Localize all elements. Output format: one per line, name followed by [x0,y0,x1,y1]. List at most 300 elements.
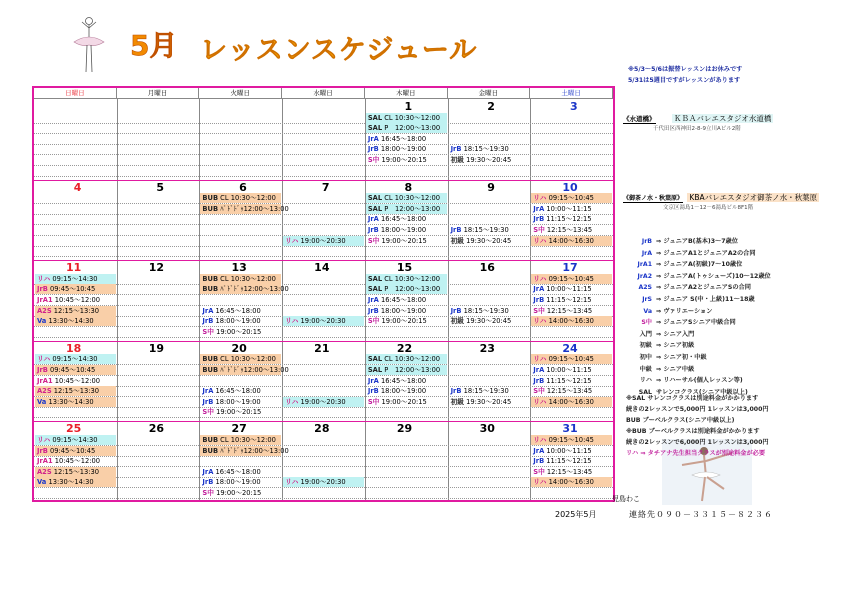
legend-desc: ⇒ シニア入門 [656,330,695,338]
lesson-class-code: JrB [450,145,462,154]
lesson-slot [531,295,612,305]
lesson-time: 19:00～20:30 [298,236,346,245]
lesson-class-code: SAL [367,365,383,374]
slot-line [34,337,613,338]
slot-line [34,214,613,215]
lesson-slot [200,435,281,445]
lesson-time: 16:45～18:00 [213,306,261,315]
weekday-header: 火曜日 [199,88,282,99]
lesson-slot [531,193,612,203]
lesson-time: 10:45～12:00 [52,376,100,385]
lesson-class-code: SAL [367,194,383,203]
lesson-time: CL 10:30～12:00 [218,274,276,283]
lesson-time: 09:15～10:45 [546,194,594,203]
day-number: 30 [479,422,495,436]
lesson-time: 09:15～10:45 [546,355,594,364]
lesson-class-code: SAL [367,204,383,213]
day-number: 13 [231,261,247,275]
lesson-class-code: JrA [533,204,545,213]
lesson-time: 11:15～12:15 [544,295,592,304]
lesson-time: 19:00～20:15 [379,397,427,406]
lesson-class-code: リハ [285,397,299,406]
lesson-slot [366,155,447,165]
lesson-time: 18:00～19:00 [213,317,261,326]
lesson-time: 12:15～13:30 [51,387,100,396]
lesson-slot [35,386,116,396]
legend-key: JrS [642,296,652,303]
lesson-time: ﾊﾟﾄﾞﾄﾞｩ12:00～13:00 [218,446,289,455]
lesson-class-code: JrA [533,365,545,374]
lesson-time: 12:15～13:30 [51,467,100,476]
lesson-class-code: JrB [367,306,379,315]
legend-item [626,375,743,384]
lesson-class-code: JrA [202,387,214,396]
lesson-time: CL 10:30～12:00 [218,194,276,203]
slot-line [34,445,613,446]
lesson-slot [35,316,116,326]
lesson-time: 09:45～10:45 [47,365,96,374]
lesson-time: 12:15～13:45 [544,467,593,476]
lesson-slot [531,316,612,326]
slot-line [34,246,613,247]
lesson-time: 09:15～14:30 [50,274,98,283]
day-number: 2 [487,100,495,113]
contact-phone: 連絡先０９０－３３１５－８２３６ [629,510,773,519]
lesson-class-code: JrA [367,215,379,224]
slot-line [34,456,613,457]
lesson-slot [531,397,612,407]
day-number: 18 [66,341,82,355]
lesson-time: 09:45～10:45 [47,285,96,294]
lesson-class-code: JrB [450,225,462,234]
lesson-slot [35,397,116,407]
slot-line [34,364,613,365]
lesson-slot [366,295,447,305]
lesson-slot [366,193,447,203]
lesson-time: 14:00～16:30 [546,236,594,245]
fee-note: 続きの2レッスンで5,000円 1レッスンは3,000円 [626,406,769,413]
legend-key: A2S [638,284,652,292]
lesson-slot [366,123,447,133]
slot-line [34,294,613,295]
lesson-time: CL 10:30～12:00 [382,355,440,364]
lesson-time: 11:15～12:15 [544,457,592,466]
lesson-slot [366,134,447,144]
lesson-time: CL 10:30～12:00 [382,113,440,122]
lesson-slot [366,397,447,407]
lesson-slot [366,236,447,246]
lesson-class-code: S中 [533,467,545,476]
slot-line [34,133,613,134]
day-number: 1 [404,100,413,113]
legend-key: Va [643,307,652,315]
lesson-time: 18:15～19:30 [461,225,509,234]
fee-note: リハ ⇒ タチアナ先生担当クラスが別途料金が必要 [626,450,766,457]
lesson-slot [531,456,612,466]
lesson-class-code: S中 [367,155,380,164]
lesson-slot [366,144,447,154]
lesson-class-code: A2S [37,387,52,396]
lesson-slot [35,446,116,456]
lesson-slot [366,386,447,396]
lesson-slot [200,306,281,316]
lesson-class-code: Va [37,397,47,406]
lesson-slot [366,204,447,214]
column-divider [282,99,283,500]
lesson-class-code: リハ [533,274,547,283]
legend-key: JrB [641,238,652,245]
slot-line [34,176,613,177]
lesson-class-code: JrA1 [37,295,53,304]
day-number: 12 [148,261,165,275]
location-name: ＫＢＡバレエスタジオ水道橋 [673,114,772,123]
lesson-time: 19:30～20:45 [463,236,512,245]
lesson-class-code: JrB [367,387,379,396]
lesson-class-code: BUB [202,355,219,364]
lesson-slot [531,274,612,284]
lesson-time: 19:00～20:15 [213,408,262,417]
fee-note: ※BUB ブーベルクラスは別途料金がかかります [626,428,760,435]
lesson-time: 19:00～20:15 [213,327,262,336]
day-number: 22 [396,341,413,355]
lesson-time: P 12:00～13:00 [382,365,441,374]
lesson-time: 18:15～19:30 [461,145,509,154]
lesson-class-code: JrA [202,306,214,315]
lesson-class-code: BUB [202,285,219,294]
lesson-class-code: JrB [367,145,379,154]
lesson-slot [200,274,281,284]
lesson-slot [200,488,281,498]
lesson-time: 12:15～13:45 [544,306,593,315]
lesson-class-code: JrB [202,317,214,326]
legend-item [626,259,742,268]
lesson-slot [283,236,364,246]
legend-desc: ⇒ リハーサル(個人レッスン等) [656,377,743,385]
lesson-time: 11:15～12:15 [544,215,592,224]
lesson-slot [531,284,612,294]
lesson-slot [531,225,612,235]
lesson-time: 16:45～18:00 [378,134,427,143]
slot-line [34,498,613,499]
legend-desc: ⇒ シニア初・中級 [656,354,707,361]
lesson-time: 18:15～19:30 [461,387,509,396]
day-number: 6 [239,180,247,194]
location-address: 千代田区西神田2-8-9立川Aビル2階 [653,126,741,132]
lesson-slot [449,144,530,154]
lesson-time: 18:15～19:30 [461,306,509,315]
lesson-time: 18:00～19:00 [378,225,427,234]
legend-item [626,282,751,291]
lesson-class-code: S中 [202,488,214,497]
lesson-time: 12:15～13:45 [544,225,593,234]
fee-note: ※SAL サレンコクラスは別途料金がかかります [626,395,759,402]
lesson-time: P 12:00～13:00 [382,124,441,133]
lesson-class-code: JrA [367,376,379,385]
lesson-class-code: 初級 [450,236,464,245]
legend-item [626,317,736,326]
lesson-class-code: SAL [367,113,383,122]
lesson-class-code: リハ [533,478,547,487]
legend-item [626,248,756,257]
lesson-slot [35,376,116,386]
lesson-class-code: BUB [202,446,219,455]
lesson-slot [366,284,447,294]
lesson-time: 09:15～10:45 [546,435,594,444]
lesson-class-code: JrB [450,387,462,396]
lesson-slot [449,225,530,235]
lesson-time: 10:00～11:15 [544,365,592,374]
legend-item [626,340,694,349]
lesson-class-code: SAL [367,285,383,294]
lesson-slot [35,477,116,487]
legend-desc: ⇒ シニア初級 [656,342,695,350]
lesson-class-code: JrB [533,376,545,385]
legend-desc: サレンコクラス(シニア中級以上) [656,388,748,396]
lesson-class-code: リハ [533,236,547,245]
lesson-time: 16:45～18:00 [378,376,427,385]
legend-item [626,364,694,373]
lesson-slot [200,365,289,375]
legend-key: SAL [638,388,652,396]
lesson-slot [200,446,289,456]
lesson-time: 12:15～13:30 [51,306,100,315]
lesson-class-code: S中 [367,317,380,326]
lesson-slot [449,306,530,316]
lesson-class-code: Va [37,478,47,487]
lesson-slot [531,376,612,386]
lesson-slot [200,284,289,294]
lesson-slot [449,236,530,246]
legend-item [626,352,707,361]
lesson-slot [35,365,116,375]
weekday-header: 木曜日 [365,88,448,99]
slot-line [34,326,613,327]
lesson-slot [366,274,447,284]
lesson-class-code: リハ [533,397,547,406]
lesson-slot [531,306,612,316]
lesson-class-code: BUB [202,435,219,444]
slot-line [34,165,613,166]
lesson-slot [35,306,116,316]
legend-item [626,306,712,315]
lesson-time: 16:45～18:00 [213,467,261,476]
lesson-time: 18:00～19:00 [213,397,261,406]
lesson-slot [531,236,612,246]
legend-key: JrA1 [637,261,652,269]
lesson-time: 19:30～20:45 [463,155,512,164]
lesson-class-code: JrB [202,397,214,406]
lesson-slot [200,386,281,396]
slot-line [34,203,613,204]
day-number: 7 [321,180,330,194]
day-number: 25 [66,422,82,436]
lesson-time: 09:15～14:30 [50,435,98,444]
lesson-class-code: BUB [202,274,219,283]
day-number: 24 [562,341,578,355]
lesson-time: 10:45～12:00 [52,295,100,304]
lesson-time: 19:30～20:45 [463,317,512,326]
lesson-time: 18:00～19:00 [378,145,427,154]
lesson-time: 13:30～14:30 [46,397,94,406]
day-number: 29 [396,422,413,436]
lesson-time: 09:45～10:45 [47,446,96,455]
legend-desc: ⇒ ジュニア S(中・上級)11～18歳 [656,296,755,303]
lesson-time: CL 10:30～12:00 [218,355,276,364]
lesson-class-code: JrB [367,225,379,234]
lesson-time: CL 10:30～12:00 [382,194,440,203]
lesson-class-code: JrB [450,306,462,315]
lesson-time: 09:15～14:30 [50,355,98,364]
slot-line [34,284,613,285]
lesson-slot [531,354,612,364]
lesson-slot [35,284,116,294]
day-number: 10 [562,180,578,194]
legend-item [626,329,694,338]
legend-desc: ⇒ ジュニアA1とジュニアA2の合同 [656,249,756,257]
lesson-slot [366,225,447,235]
lesson-slot [35,435,116,445]
legend-desc: ⇒ ジュニアB(基本)3～7歳位 [656,238,738,245]
lesson-time: 10:00～11:15 [544,446,592,455]
lesson-class-code: リハ [37,355,51,364]
legend-desc: ⇒ ジュニアA(初級)7～10歳位 [656,261,743,269]
page-title: レッスンスケジュール [200,35,478,66]
day-number: 19 [148,341,165,355]
location-suidobashi [623,113,773,132]
weekday-header: 日曜日 [34,88,117,99]
location-name: KBAバレエスタジオ御茶ノ水・秋葉原 [689,193,818,202]
lesson-time: CL 10:30～12:00 [382,274,440,283]
lesson-class-code: 初級 [450,155,464,164]
lesson-slot [531,365,612,375]
legend-desc: ⇒ シニア中級 [656,365,695,373]
lesson-class-code: JrB [37,285,48,294]
day-number: 14 [314,261,330,275]
legend-item [626,271,771,280]
day-number: 27 [231,422,247,436]
legend-key: 初級 [639,342,652,350]
lesson-class-code: リハ [533,194,547,203]
lesson-class-code: リハ [37,274,51,283]
lesson-class-code: 初級 [450,397,464,406]
lesson-class-code: JrA [367,134,379,143]
lesson-time: 16:45～18:00 [213,387,261,396]
lesson-slot [200,477,281,487]
slot-line [34,417,613,418]
ballerina-logo-icon [68,14,110,78]
lesson-time: 18:00～19:00 [378,387,427,396]
weekday-header: 月曜日 [117,88,200,99]
lesson-time: 18:00～19:00 [378,306,427,315]
lesson-class-code: JrA [533,285,545,294]
lesson-class-code: S中 [202,408,214,417]
lesson-class-code: JrB [533,457,545,466]
lesson-time: 13:30～14:30 [46,478,94,487]
legend-key: リハ [639,377,652,385]
lesson-time: 12:15～13:45 [544,387,593,396]
legend-desc: ⇒ ジュニアA2とジュニアSの合同 [656,284,751,292]
lesson-class-code: JrA1 [37,457,53,466]
lesson-slot [366,214,447,224]
day-number: 21 [314,341,330,355]
lesson-time: ﾊﾟﾄﾞﾄﾞｩ12:00～13:00 [218,365,289,374]
lesson-slot [283,316,364,326]
lesson-time: P 12:00～13:00 [382,204,441,213]
lesson-slot [531,467,612,477]
lesson-time: 14:00～16:30 [546,317,594,326]
day-number: 23 [479,341,495,355]
lesson-slot [366,376,447,386]
lesson-slot [366,365,447,375]
lesson-time: CL 10:30～12:00 [218,435,276,444]
legend-key: S中 [641,319,652,327]
lesson-slot [283,397,364,407]
lesson-class-code: SAL [367,274,383,283]
lesson-slot [531,435,612,445]
day-number: 16 [479,261,495,275]
lesson-class-code: S中 [202,327,214,336]
slot-line [34,123,613,124]
lesson-slot [35,354,116,364]
lesson-slot [35,467,116,477]
lesson-class-code: JrA [533,446,545,455]
day-number: 8 [404,180,413,194]
lesson-slot [200,204,289,214]
slot-line [34,375,613,376]
day-number: 26 [148,422,165,436]
lesson-time: P 12:00～13:00 [382,285,441,294]
legend-key: JrA2 [637,272,652,280]
lesson-slot [531,477,612,487]
lesson-slot [35,274,116,284]
slot-line [34,256,613,257]
fee-note: 続きの2レッスンで6,000円 1レッスンは3,000円 [626,439,769,446]
lesson-class-code: JrB [533,215,545,224]
lesson-time: 19:00～20:15 [379,317,427,326]
legend-key: 中級 [639,365,652,373]
lesson-time: 16:45～18:00 [378,295,427,304]
lesson-time: 19:00～20:15 [379,236,427,245]
lesson-slot [531,386,612,396]
day-number: 17 [562,261,578,275]
day-number: 11 [66,261,82,275]
lesson-time: 10:45～12:00 [52,457,100,466]
lesson-class-code: BUB [202,204,219,213]
day-number: 15 [396,261,413,275]
lesson-time: 16:45～18:00 [378,215,427,224]
lesson-slot [531,446,612,456]
day-number: 31 [562,422,578,436]
lesson-slot [200,327,281,337]
legend-key: JrA [641,249,652,257]
lesson-class-code: S中 [533,225,545,234]
lesson-slot [449,155,530,165]
lesson-class-code: A2S [37,306,52,315]
lesson-class-code: S中 [367,236,380,245]
lesson-time: ﾊﾟﾄﾞﾄﾞｩ12:00～13:00 [218,204,289,213]
lesson-slot [283,477,364,487]
lesson-slot [449,386,530,396]
lesson-class-code: リハ [285,317,299,326]
lesson-slot [200,397,281,407]
legend-item [626,236,738,245]
notice-line-2: 5/31は5週目ですがレッスンがあります [628,77,741,84]
day-number: 4 [73,180,82,194]
lesson-time: 10:00～11:15 [544,285,592,294]
lesson-class-code: 初級 [450,317,464,326]
location-address: 文京区湯島1－12－6湯島ビル8F1階 [663,205,754,211]
lesson-slot [366,354,447,364]
